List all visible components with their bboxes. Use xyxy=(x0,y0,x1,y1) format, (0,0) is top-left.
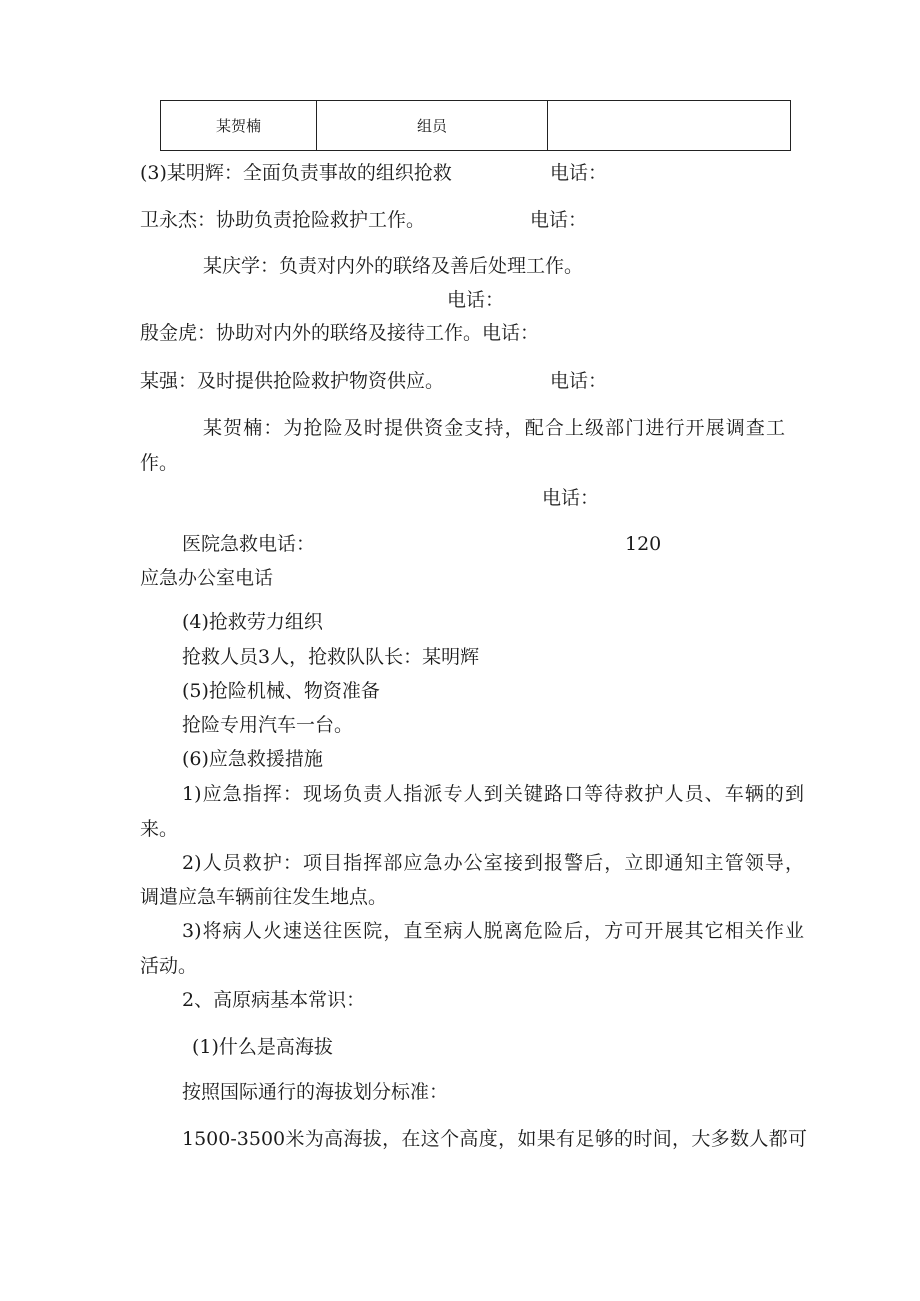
table-cell-name: 某贺楠 xyxy=(161,101,317,151)
text-line: 应急办公室电话 xyxy=(140,567,274,589)
text-line: 按照国际通行的海拔划分标准： xyxy=(182,1081,449,1103)
text-line: 殷金虎：协助对内外的联络及接待工作。电话： xyxy=(140,322,540,344)
text-line: 3)将病人火速送往医院，直至病人脱离危险后，方可开展其它相关作业 xyxy=(182,920,804,942)
phone-label: 电话： xyxy=(530,209,588,231)
text-line: 某贺楠：为抢险及时提供资金支持，配合上级部门进行开展调查工 xyxy=(203,417,785,439)
section-heading: (1)什么是高海拔 xyxy=(192,1036,333,1058)
text-line: 卫永杰：协助负责抢险救护工作。 xyxy=(140,209,426,231)
text-line: 1500-3500米为高海拔，在这个高度，如果有足够的时间，大多数人都可 xyxy=(182,1128,807,1150)
section-heading: (5)抢险机械、物资准备 xyxy=(182,680,380,702)
text-line: 作。 xyxy=(140,452,179,474)
personnel-table xyxy=(160,100,791,151)
phone-label: 电话： xyxy=(550,370,608,392)
text-line: 抢救人员3人，抢救队队长：某明辉 xyxy=(182,646,480,668)
text-line: 活动。 xyxy=(140,955,198,977)
text-line: 医院急救电话： xyxy=(182,533,316,555)
table-cell-role: 组员 xyxy=(317,101,548,151)
table-cell-phone xyxy=(548,101,791,151)
text-line: 1)应急指挥：现场负责人指派专人到关键路口等待救护人员、车辆的到 xyxy=(182,783,804,805)
section-heading: (4)抢救劳力组织 xyxy=(182,611,323,633)
phone-label: 电话： xyxy=(550,162,608,184)
phone-label: 电话： xyxy=(542,487,600,509)
text-line: (3)某明辉：全面负责事故的组织抢救 xyxy=(140,162,452,184)
text-line: 2)人员救护：项目指挥部应急办公室接到报警后，立即通知主管领导， xyxy=(182,852,804,874)
phone-number: 120 xyxy=(625,533,662,555)
text-line: 抢险专用汽车一台。 xyxy=(182,714,354,736)
text-line: 某庆学：负责对内外的联络及善后处理工作。 xyxy=(203,255,584,277)
text-line: 调遣应急车辆前往发生地点。 xyxy=(140,886,388,908)
text-line: 来。 xyxy=(140,818,179,840)
section-heading: 2、高原病基本常识： xyxy=(182,989,366,1011)
text-line: 某强：及时提供抢险救护物资供应。 xyxy=(140,370,445,392)
section-heading: (6)应急救援措施 xyxy=(182,748,323,770)
phone-label: 电话： xyxy=(447,289,505,311)
table-row xyxy=(161,101,791,151)
